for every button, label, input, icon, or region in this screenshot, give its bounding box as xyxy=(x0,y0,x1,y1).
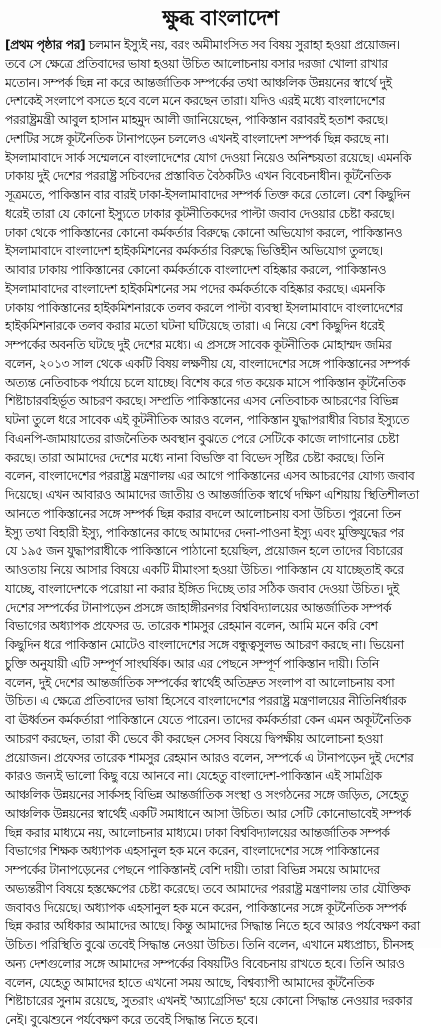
article-line-text: উচিত। এ ক্ষেত্রে প্রতিবাদের ভাষা হিসেবে বাংলাদেশের পররাষ্ট্র মন্ত্রণালয়ের নীতিনির্ধারক xyxy=(5,694,406,709)
article-line-text: আচরণ করছেন, তারা কী ভেবে কী করছেন সেসব বিষয়ে দ্বিপক্ষীয় আলোচনা হওয়া xyxy=(5,731,383,746)
headline: ক্ষুব্ধ বাংলাদেশ xyxy=(162,6,279,30)
article-line xyxy=(5,636,437,655)
article-line xyxy=(5,149,437,168)
article-line xyxy=(5,355,437,374)
article-line-text: করছে। তারা আমাদের দেশের মধ্যে নানা বিভক্তি বা বিভেদ সৃষ্টির চেষ্টা করছে। তিনি xyxy=(5,450,384,465)
article-line-text: আঞ্চলিক উন্নয়নের সার্কসহ বিভিন্ন আন্তর্জাতিক সংস্থা ও সংগঠনের সঙ্গে জড়িত, সেহেতু xyxy=(5,788,409,802)
article-line xyxy=(5,561,437,580)
article-line xyxy=(5,674,437,693)
article-line xyxy=(5,392,437,411)
article-line-text: তবে সে ক্ষেত্রে প্রতিবাদের ভাষা হওয়া উচিত আলোচনায় বসার দরজা খোলা রাখার xyxy=(5,56,388,71)
article-line xyxy=(5,824,437,843)
article-line-text: যে ১৯৫ জন যুদ্ধাপরাধীকে পাকিস্তানে পাঠানো হয়েছিল, প্রয়োজন হলে তাদের বিচারের xyxy=(5,544,403,559)
article-line xyxy=(5,374,437,393)
article-line-text: অন্য দেশগুলোর সঙ্গে আমাদের সম্পর্কের বিষয়টিও বিবেচনায় রাখতে হবে। তিনি আরও xyxy=(5,956,405,971)
article-line-text: বিভাগের অধ্যাপক প্রফেসর ড. তারেক শামসুর রেহমান বলেন, আমি মনে করি বেশ xyxy=(5,619,378,634)
article-line-text: ঢাকায় দুই দেশের পররাষ্ট্র সচিবদের প্রস্তাবিত বৈঠকটিও এখন বিবেচনাধীন। কূটনৈতিক xyxy=(5,169,391,184)
article-line xyxy=(5,111,437,130)
article-line xyxy=(5,261,437,280)
article-line-text: নেই। বুঝেশুনে পর্যবেক্ষণ করে তবেই সিদ্ধান্ত নিতে হবে। xyxy=(5,1013,258,1027)
article-line-text: চুক্তি অনুযায়ী এটি সম্পূর্ণ সাংঘর্ষিক। আর এর পেছনে সম্পূর্ণ পাকিস্তান দায়ী। তিনি xyxy=(5,656,379,671)
article-line xyxy=(5,805,437,824)
article-line xyxy=(5,486,437,505)
article-line-text: ঢাকা থেকে পাকিস্তানের কোনো কর্মকর্তার বিরুদ্ধে কোনো অভিযোগ করলে, পাকিস্তানও xyxy=(5,225,403,240)
article-line-text: শিষ্টাচারবহির্ভূত আচরণ করছে। সম্প্রতি পাকিস্তানের এসব নেতিবাচক আচরণের বিভিন্ন xyxy=(5,394,399,409)
article-line-text: হাইকমিশনারকে তলব করার মতো ঘটনা ঘটিয়েছে তারা। এ নিয়ে বেশ কিছুদিন ধরেই xyxy=(5,319,384,334)
article-line-text: ছিন্ন করার মাধ্যমে নয়, আলোচনার মাধ্যমে। ঢাকা বিশ্ববিদ্যালয়ের আন্তর্জাতিক সম্পর্ক xyxy=(5,825,390,840)
article-line-text: ইসলামাবাদে সার্ক সম্মেলনে বাংলাদেশের যোগ দেওয়া নিয়েও অনিশ্চয়তা রয়েছে। এমনকি xyxy=(5,150,412,165)
article-line xyxy=(5,617,437,636)
article-line-text: ধরেই তারা যে কোনো ইস্যুতে ঢাকার কূটনীতিকদের পাল্টা জবাব দেওয়ার চেষ্টা করছে। xyxy=(5,206,395,221)
article-line xyxy=(5,542,437,561)
article-line xyxy=(5,749,437,768)
article-line-text: দেশের সম্পর্কের টানাপড়েন প্রসঙ্গে জাহাঙ্গীরনগর বিশ্ববিদ্যালয়ের আন্তর্জাতিক সম্পর্ক xyxy=(5,600,391,615)
article-line-text: দিয়েছে। এখন আবারও আমাদের জাতীয় ও আন্তর্জাতিক স্বার্থে দক্ষিণ এশিয়ায় স্থিতিশীলতা xyxy=(5,488,419,502)
article-line xyxy=(5,580,437,599)
article-line-text: অত্যন্ত নেতিবাচক পর্যায়ে চলে যাচ্ছে। বিশেষ করে গত কয়েক মাসে পাকিস্তান কূটনৈতিক xyxy=(5,375,406,390)
article-line-text: দেশকেই সংলাপে বসতে হবে বলে মনে করছেন তারা। যদিও এরই মধ্যে বাংলাদেশের xyxy=(5,94,385,109)
article-line xyxy=(5,899,437,918)
article-line-text: যাচ্ছে, বাংলাদেশকে পরোয়া না করার ইঙ্গিত দিচ্ছে তার সঠিক জবাব দেওয়া উচিত। দুই xyxy=(5,581,399,596)
article-line xyxy=(5,55,437,74)
article-line xyxy=(5,936,437,955)
article-line xyxy=(5,917,437,936)
article-line-text: অভ্যন্তরীণ বিষয়ে হস্তক্ষেপের চেষ্টা করেছে। তবে আমাদের পররাষ্ট্র মন্ত্রণালয় তার যৌক্তিক xyxy=(5,881,411,896)
article-line-text: মতোন। সম্পর্ক ছিন্ন না করে আন্তর্জাতিক সম্পর্কের তথা আঞ্চলিক উন্নয়নের স্বার্থে দুই xyxy=(5,75,392,90)
article-line xyxy=(5,599,437,618)
article-line xyxy=(5,280,437,299)
article-line-text: ঢাকায় পাকিস্তানের হাইকমিশনারকে তলব করলে পাল্টা ব্যবস্থা ইসলামাবাদে বাংলাদেশের xyxy=(5,300,403,315)
article-line-text: আনতে পাকিস্তানের সঙ্গে সম্পর্ক ছিন্ন করার বদলে আলোচনায় বসা উচিত। পুরনো তিন xyxy=(5,506,401,521)
article-line-text: বলেন, যেহেতু আমাদের হাতে এখনো সময় আছে, বিশ্বব্যাপী আমাদের কূটনৈতিক xyxy=(5,975,374,990)
article-line xyxy=(5,955,437,974)
article-line xyxy=(5,974,437,993)
article-line xyxy=(5,524,437,543)
article-line xyxy=(5,692,437,711)
article-line-text: দেশটির সঙ্গে কূটনৈতিক টানাপড়েন চললেও এখনই বাংলাদেশ সম্পর্ক ছিন্ন করছে না। xyxy=(5,131,389,146)
article-line xyxy=(5,1011,437,1030)
article-line-text: কিছুদিন ধরে পাকিস্তান মোটেও বাংলাদেশের সঙ্গে বন্ধুত্বসুলভ আচরণ করছে না। ভিয়েনা xyxy=(5,638,404,652)
article-line xyxy=(5,505,437,524)
continued-from-label: [প্রথম পৃষ্ঠার পর] xyxy=(5,38,86,52)
article-line xyxy=(5,655,437,674)
article-line-text: ইসলামাবাদে বাংলাদেশ হাইকমিশনের কর্মকর্তার বিরুদ্ধে ভিত্তিহীন অভিযোগ তুলছে। xyxy=(5,244,383,259)
article-line-text: কারও জন্যই ভালো কিছু বয়ে আনবে না। যেহেতু বাংলাদেশ-পাকিস্তান এই সামগ্রিক xyxy=(5,769,382,784)
article-line xyxy=(5,74,437,93)
article-line-text: আঞ্চলিক উন্নয়নের স্বার্থেই একটি সমাধানে আসা উচিত। আর সেটি কোনোভাবেই সম্পর্ক xyxy=(5,806,411,821)
article-line-text: ইস্যু তথা বিহারী ইস্যু, পাকিস্তানের কাছে আমাদের দেনা-পাওনা ইস্যু এবং মুক্তিযুদ্ধের পর xyxy=(5,525,404,540)
article-line-text: ছিন্ন করার অধিকার আমাদের আছে। কিন্তু আমাদের সিদ্ধান্ত নিতে হবে আরও পর্যবেক্ষণ করা xyxy=(5,919,420,934)
article-line xyxy=(5,449,437,468)
article-line xyxy=(5,205,437,224)
article-line-text: উচিত। পরিস্থিতি বুঝে তবেই সিদ্ধান্ত নেওয়া উচিত। তিনি বলেন, এখানে মধ্যপ্রাচ্য, চীনসহ xyxy=(5,938,414,952)
article-line-text: সূত্রমতে, পাকিস্তান বার বারই ঢাকা-ইসলামাবাদের সম্পর্ক তিক্ত করে তোলে। বেশ কিছুদিন xyxy=(5,188,410,202)
article-line-text: বলেন, ২০১৩ সাল থেকে একটি বিষয় লক্ষণীয় যে, বাংলাদেশের সঙ্গে পাকিস্তানের সম্পর্ক xyxy=(5,356,410,371)
article-line xyxy=(5,336,437,355)
article-line xyxy=(5,730,437,749)
article-line-text: শিষ্টাচারের সুনাম রয়েছে, সুতরাং এখনই 'অ্যাগ্রেসিভ' হয়ে কোনো সিদ্ধান্ত নেওয়ার দরকার xyxy=(5,994,413,1009)
article-line xyxy=(5,242,437,261)
article-line xyxy=(5,786,437,805)
article-line xyxy=(5,186,437,205)
article-line xyxy=(5,842,437,861)
article-line xyxy=(5,767,437,786)
article-line xyxy=(5,36,437,55)
article-line xyxy=(5,992,437,1011)
article-line xyxy=(5,861,437,880)
article-line xyxy=(5,167,437,186)
article-line-text: বা ঊর্ধ্বতন কর্মকর্তারা পাকিস্তানে যেতে পারেন। তাদের কর্মকর্তারা কেন এমন অকূটনৈতিক xyxy=(5,713,411,727)
article-line xyxy=(5,299,437,318)
article-line-text: প্রয়োজন। প্রফেসর তারেক শামসুর রেহমান আরও বলেন, সম্পর্কে এ টানাপড়েন দুই দেশের xyxy=(5,750,414,765)
article-line-text: চলমান ইস্যুই নয়, বরং অমীমাংসিত সব বিষয় সুরাহা হওয়া প্রয়োজন। xyxy=(85,38,400,52)
article-line xyxy=(5,224,437,243)
article-line-text: ইসলামাবাদের বাংলাদেশ হাইকমিশনের সম পদের কর্মকর্তাকে বহিষ্কার করছে। এমনকি xyxy=(5,281,385,296)
article-line xyxy=(5,92,437,111)
article-line-text: বিএনপি-জামায়াতের রাজনৈতিক অবস্থান বুঝতে পেরে সেটিকে কাজে লাগানোর চেষ্টা xyxy=(5,431,399,446)
article-line xyxy=(5,317,437,336)
article-line xyxy=(5,711,437,730)
article-line-text: বলেন, বাংলাদেশের পররাষ্ট্র মন্ত্রণালয় এর আগে পাকিস্তানের এসব আচরণের যোগ্য জবাব xyxy=(5,469,415,484)
article-line-text: জবাবও দিয়েছে। অধ্যাপক এহসানুল হক মনে করেন, পাকিস্তানের সঙ্গে কূটনৈতিক সম্পর্ক xyxy=(5,900,407,915)
article-line-text: বলেন, দুই দেশের আন্তর্জাতিক সম্পর্কের স্বার্থেই অতিদ্রুত সংলাপ বা আলোচনায় বসা xyxy=(5,675,395,690)
article-line-text: ঘটনা তুলে ধরে সাবেক এই কূটনীতিক আরও বলেন, পাকিস্তান যুদ্ধাপরাধীর বিচার ইস্যুতে xyxy=(5,413,409,427)
article-line-text: আওতায় নিয়ে আসার বিষয়ে একটি মীমাংসা হওয়া উচিত। পাকিস্তান যে যাচ্ছেতাই করে xyxy=(5,563,404,577)
article-line xyxy=(5,880,437,899)
article-line-text: সম্পর্কের টানাপড়েনের পেছনে পাকিস্তানই বেশি দায়ী। তারা বিভিন্ন সময়ে আমাদের xyxy=(5,863,380,877)
article-line xyxy=(5,430,437,449)
article-line xyxy=(5,411,437,430)
article-line-text: পররাষ্ট্রমন্ত্রী আবুল হাসান মাহমুদ আলী জানিয়েছেন, পাকিস্তান বরাবরই হতাশ করছে। xyxy=(5,113,388,127)
article-line xyxy=(5,467,437,486)
article-body xyxy=(5,36,437,1030)
article-line xyxy=(5,130,437,149)
article-line-text: সম্পর্কের অবনতি ঘটছে দুই দেশের মধ্যে। এ প্রসঙ্গে সাবেক কূটনীতিক মোহাম্মদ জমির xyxy=(5,338,392,352)
article-line-text: আবার ঢাকায় পাকিস্তানের কোনো কর্মকর্তাকে বাংলাদেশ বহিষ্কার করলে, পাকিস্তানও xyxy=(5,263,386,277)
article-line-text: বিভাগের শিক্ষক অধ্যাপক এহসানুল হক মনে করেন, বাংলাদেশের সঙ্গে পাকিস্তানের xyxy=(5,844,380,859)
